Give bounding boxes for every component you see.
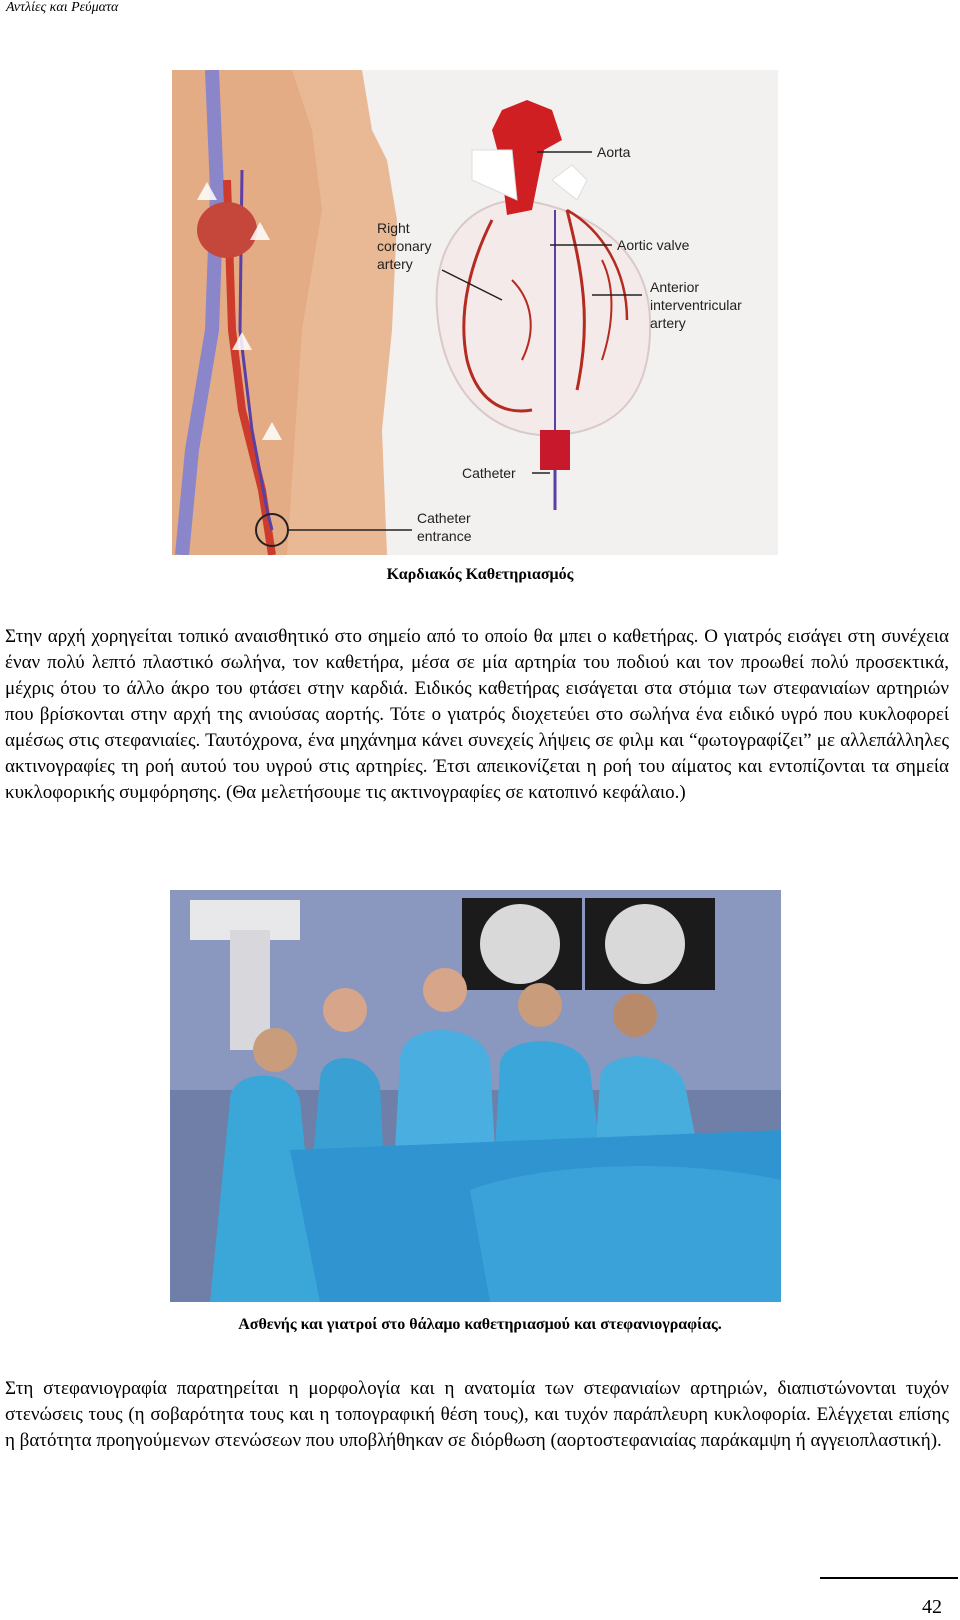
label-catheter-entrance-2: entrance xyxy=(417,528,472,544)
label-catheter-entrance-1: Catheter xyxy=(417,510,471,526)
page-number: 42 xyxy=(922,1596,942,1618)
footer-rule xyxy=(820,1577,958,1579)
running-header: Αντλίες και Ρεύματα xyxy=(6,0,119,15)
label-aorta: Aorta xyxy=(597,144,631,160)
label-right-coronary-2: coronary xyxy=(377,238,432,254)
label-right-coronary-3: artery xyxy=(377,256,413,272)
label-right-coronary-1: Right xyxy=(377,220,410,236)
label-aortic-valve: Aortic valve xyxy=(617,237,690,253)
label-anterior-3: artery xyxy=(650,315,686,331)
catheterization-lab-photo xyxy=(170,890,781,1302)
figure2-caption: Ασθενής και γιατροί στο θάλαμο καθετηριασμού και στεφανιογραφίας. xyxy=(238,1316,722,1333)
paragraph-coronary-angiography: Στη στεφανιογραφία παρατηρείται η μορφολογία και η ανατομία των στεφανιαίων αρτηριών, διαπιστώνονται τυχόν στενώσεις τους (η σοβαρότητα τους και η τοπογραφική θέση τους), και τυχόν παράπλευρη κυκλοφορία. Ελέγχεται επίσης η βατότητα προηγούμενων στενώσεων που υποβλήθηκαν σε διόρθωση (αορτοστεφανιαίας παράκαμψη ή αγγειοπλαστική). xyxy=(5,1378,949,1451)
paragraph-catheterization: Στην αρχή χορηγείται τοπικό αναισθητικό στο σημείο από το οποίο θα μπει ο καθετήρας. Ο γιατρός εισάγει στη συνέχεια έναν πολύ λεπτό πλαστικό σωλήνα, τον καθετήρα, μέσα σε μία αρτηρία του ποδιού και τον προωθεί πολύ προσεκτικά, μέχρις ότου το άλλο άκρο του φτάσει στην καρδιά. Ειδικός καθετήρας εισάγεται στα στόμια των στεφανιαίων αρτηριών που βρίσκονται στην αρχή της ανιούσας αορτής. Τότε ο γιατρός διοχετεύει στο σωλήνα ένα ειδικό υγρό που κυκλοφορεί αμέσως στις στεφανιαίες. Ταυτόχρονα, ένα μηχάνημα κάνει συνεχείς λήψεις σε φιλμ και “φωτογραφίζει” με αλλεπάλληλες ακτινογραφίες τη ροή αυτού του υγρού στις αρτηρίες. Έτσι απεικονίζεται η ροή του αίματος και εντοπίζονται τα σημεία κυκλοφορικής συμφόρησης. (Θα μελετήσουμε τις ακτινογραφίες σε κατοπινό κεφάλαιο.) xyxy=(5,626,949,803)
figure1-caption: Καρδιακός Καθετηριασμός xyxy=(386,566,574,583)
label-anterior-1: Anterior xyxy=(650,279,700,295)
label-catheter: Catheter xyxy=(462,465,516,481)
cardiac-catheterization-illustration xyxy=(172,70,778,555)
label-anterior-2: interventricular xyxy=(650,297,742,313)
